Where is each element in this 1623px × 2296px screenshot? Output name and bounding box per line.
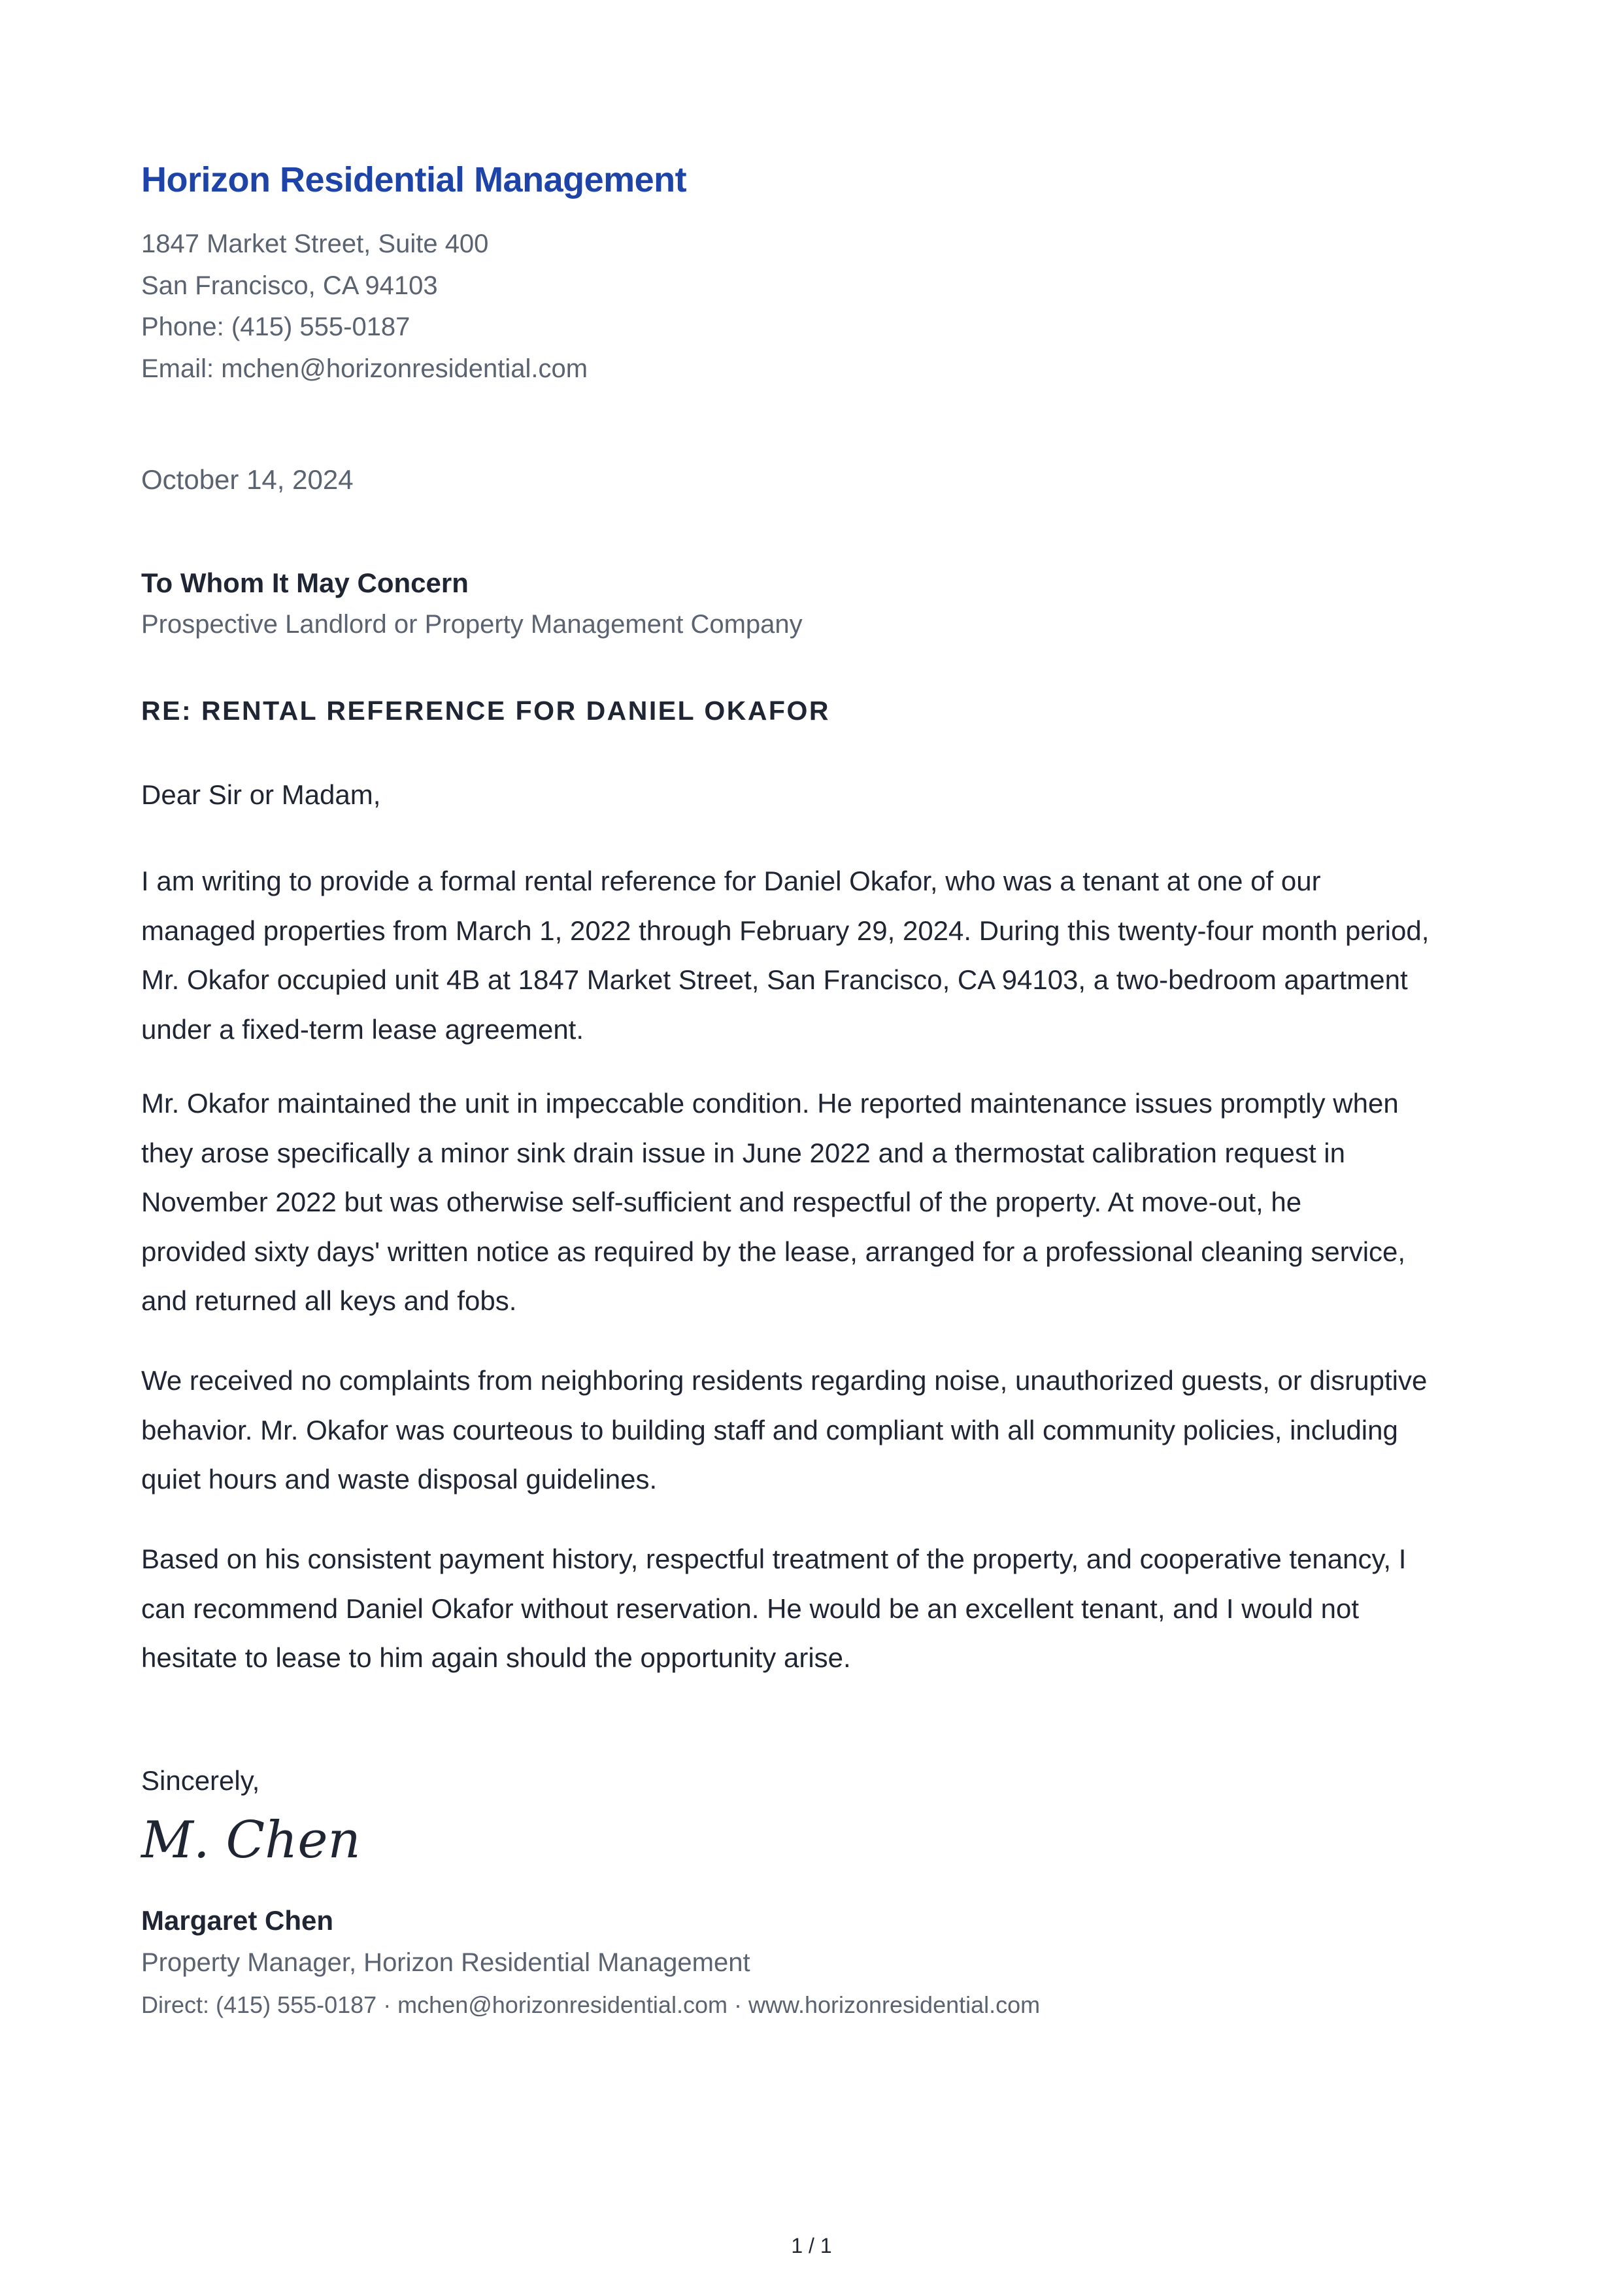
body-paragraph-3 (141, 1356, 1488, 1504)
paragraph-line: hesitate to lease to him again should the opportunity arise. (141, 1642, 851, 1673)
body-paragraph-2 (141, 1079, 1488, 1326)
closing: Sincerely, (141, 1765, 260, 1796)
recipient-name: To Whom It May Concern (141, 567, 469, 598)
letterhead-address (141, 224, 588, 390)
salutation: Dear Sir or Madam, (141, 779, 381, 810)
paragraph-line: Based on his consistent payment history, respectful treatment of the property, and cooperative tenancy, I (141, 1544, 1407, 1574)
paragraph-line: can recommend Daniel Okafor without reservation. He would be an excellent tenant, and I would not (141, 1593, 1360, 1624)
paragraph-line: behavior. Mr. Okafor was courteous to building staff and compliant with all community policies, including (141, 1414, 1398, 1445)
paragraph-line: provided sixty days' written notice as required by the lease, arranged for a professional cleaning service, (141, 1236, 1406, 1267)
paragraph-line: managed properties from March 1, 2022 through February 29, 2024. During this twenty-four month period, (141, 915, 1430, 946)
company-name: Horizon Residential Management (141, 160, 687, 199)
recipient-organization: Prospective Landlord or Property Management Company (141, 610, 803, 639)
paragraph-line: We received no complaints from neighboring residents regarding noise, unauthorized guests, or disruptive (141, 1365, 1428, 1396)
address-email: Email: mchen@horizonresidential.com (141, 354, 588, 383)
letter-date: October 14, 2024 (141, 464, 354, 495)
paragraph-line: under a fixed-term lease agreement. (141, 1013, 584, 1045)
handwritten-signature: M. Chen (141, 1811, 361, 1870)
paragraph-line: November 2022 but was otherwise self-sufficient and respectful of the property. At move-out, he (141, 1187, 1302, 1217)
address-street: 1847 Market Street, Suite 400 (141, 229, 489, 258)
paragraph-line: Mr. Okafor maintained the unit in impeccable condition. He reported maintenance issues promptly when (141, 1088, 1399, 1119)
signer-title: Property Manager, Horizon Residential Management (141, 1948, 750, 1977)
body-paragraph-4 (141, 1534, 1488, 1683)
address-city: San Francisco, CA 94103 (141, 271, 438, 300)
paragraph-line: and returned all keys and fobs. (141, 1285, 517, 1316)
paragraph-line: quiet hours and waste disposal guidelines. (141, 1464, 658, 1494)
page-number: 1 / 1 (791, 2234, 832, 2257)
paragraph-line: I am writing to provide a formal rental reference for Daniel Okafor, who was a tenant at one of our (141, 866, 1321, 896)
signer-contact: Direct: (415) 555-0187 · mchen@horizonresidential.com · www.horizonresidential.com (141, 1991, 1041, 2018)
address-phone: Phone: (415) 555-0187 (141, 312, 410, 341)
subject-line: RE: RENTAL REFERENCE FOR DANIEL OKAFOR (141, 696, 830, 726)
paragraph-line: they arose specifically a minor sink drain issue in June 2022 and a thermostat calibration request in (141, 1137, 1345, 1168)
body-paragraph-1 (141, 856, 1488, 1054)
paragraph-line: Mr. Okafor occupied unit 4B at 1847 Market Street, San Francisco, CA 94103, a two-bedroom apartment (141, 964, 1408, 995)
signer-name: Margaret Chen (141, 1905, 334, 1936)
